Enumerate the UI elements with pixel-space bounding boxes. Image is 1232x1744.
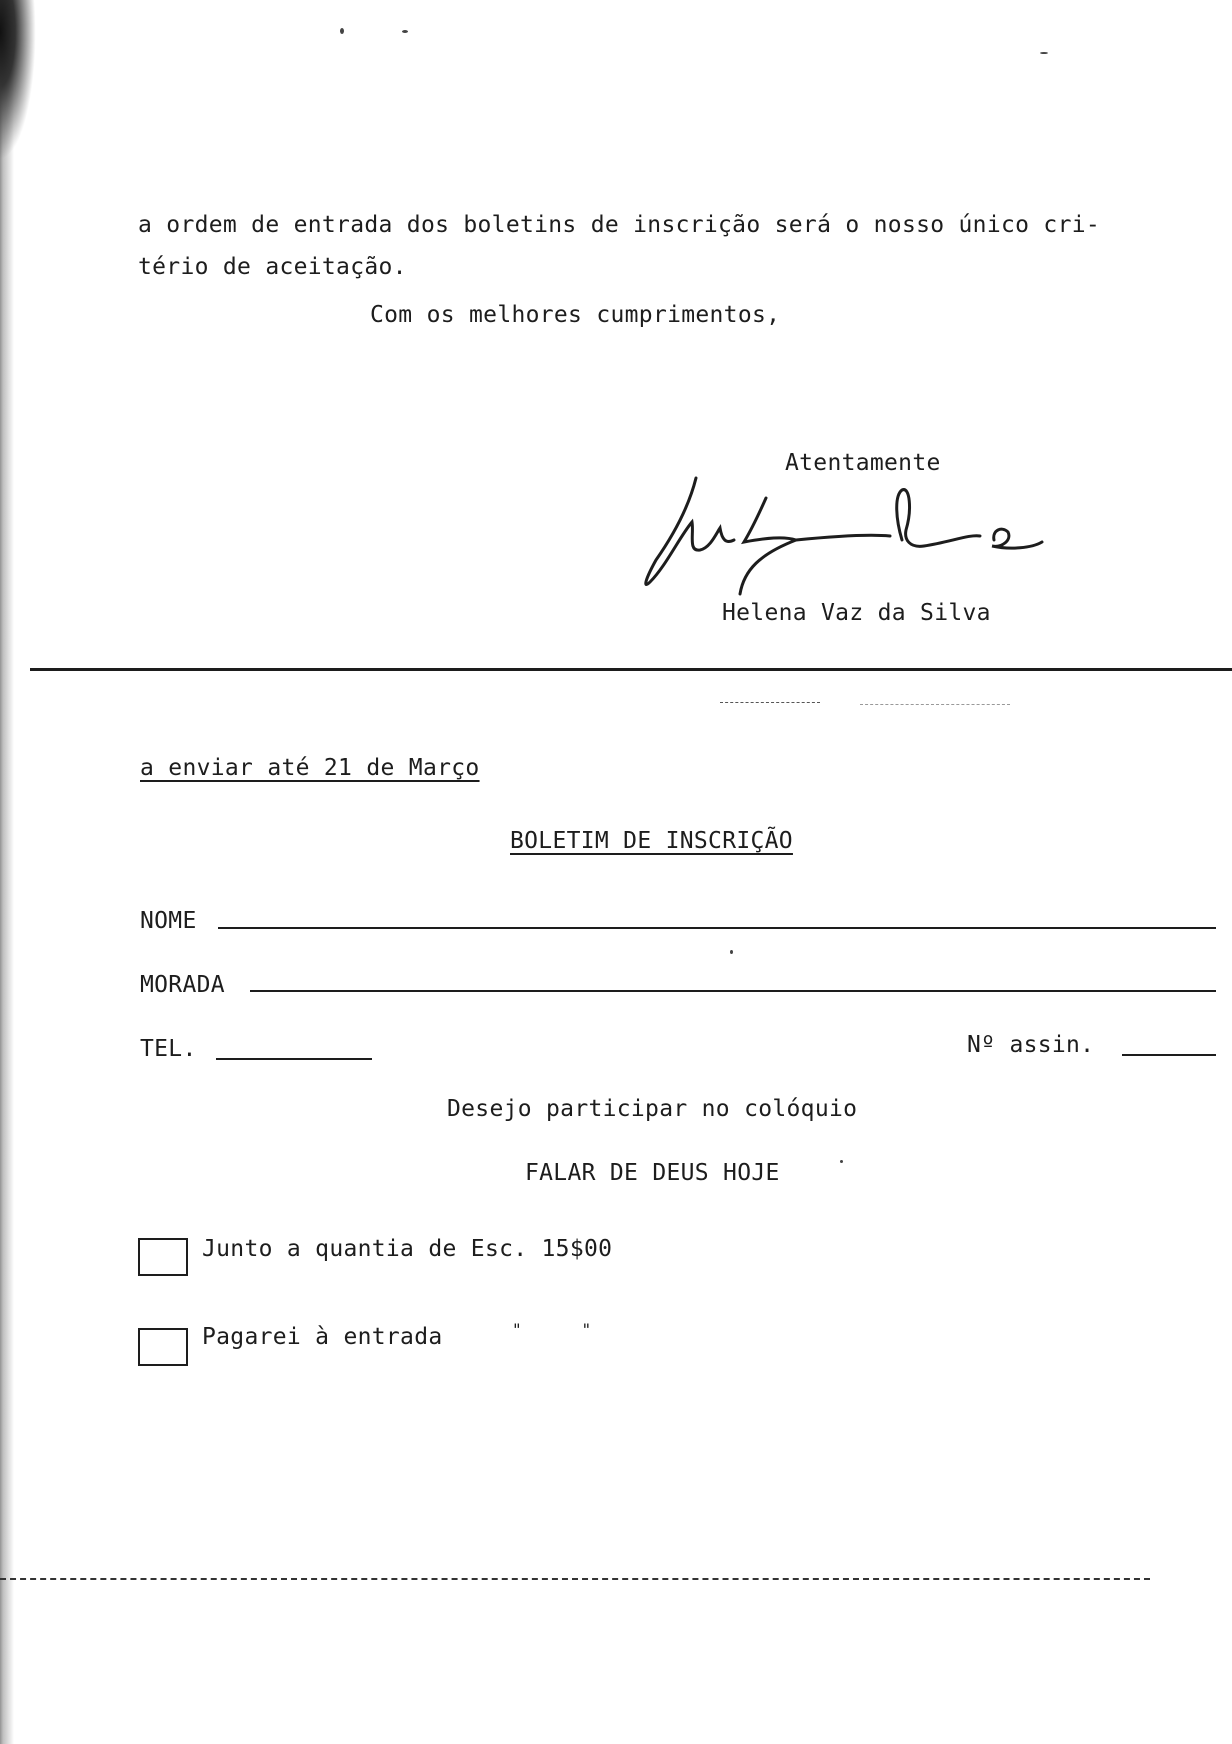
letter-signatory: Helena Vaz da Silva: [722, 600, 991, 626]
name-field-line[interactable]: [218, 927, 1216, 929]
form-deadline: a enviar até 21 de Março: [140, 755, 480, 781]
section-separator-line: [30, 668, 1232, 671]
subscriber-number-label: Nº assin.: [967, 1032, 1095, 1058]
scan-speck: [840, 1160, 843, 1163]
subscriber-number-line[interactable]: [1122, 1054, 1216, 1056]
faint-dashed-line: [720, 702, 820, 703]
event-title: FALAR DE DEUS HOJE: [525, 1160, 780, 1186]
ditto-marks: " ": [512, 1320, 592, 1339]
letter-sign-off: Atentamente: [785, 450, 941, 476]
pay-at-entrance-checkbox[interactable]: [138, 1328, 188, 1366]
bottom-cut-line: [0, 1578, 1150, 1580]
participation-statement: Desejo participar no colóquio: [447, 1096, 858, 1122]
pay-at-entrance-label: Pagarei à entrada: [202, 1324, 443, 1350]
letter-closing: Com os melhores cumprimentos,: [370, 302, 781, 328]
faint-dashed-line: [860, 704, 1010, 705]
pay-now-label: Junto a quantia de Esc. 15$00: [202, 1236, 613, 1262]
phone-field-label: TEL.: [140, 1036, 197, 1062]
name-field-label: NOME: [140, 908, 197, 934]
handwritten-signature: [640, 470, 1060, 600]
form-title: BOLETIM DE INSCRIÇÃO: [510, 828, 793, 854]
letter-paragraph-line-1: a ordem de entrada dos boletins de inscrição será o nosso único cri-: [138, 212, 1101, 238]
scan-speck: [1040, 52, 1048, 54]
scan-speck: [730, 950, 733, 954]
scan-speck: [402, 30, 408, 33]
phone-field-line[interactable]: [216, 1058, 372, 1060]
scan-corner-smudge: [0, 0, 36, 160]
address-field-label: MORADA: [140, 972, 225, 998]
pay-now-checkbox[interactable]: [138, 1238, 188, 1276]
address-field-line[interactable]: [250, 990, 1216, 992]
scan-edge-shadow: [0, 0, 14, 1744]
letter-paragraph-line-2: tério de aceitação.: [138, 254, 407, 280]
scan-speck: [340, 28, 344, 34]
